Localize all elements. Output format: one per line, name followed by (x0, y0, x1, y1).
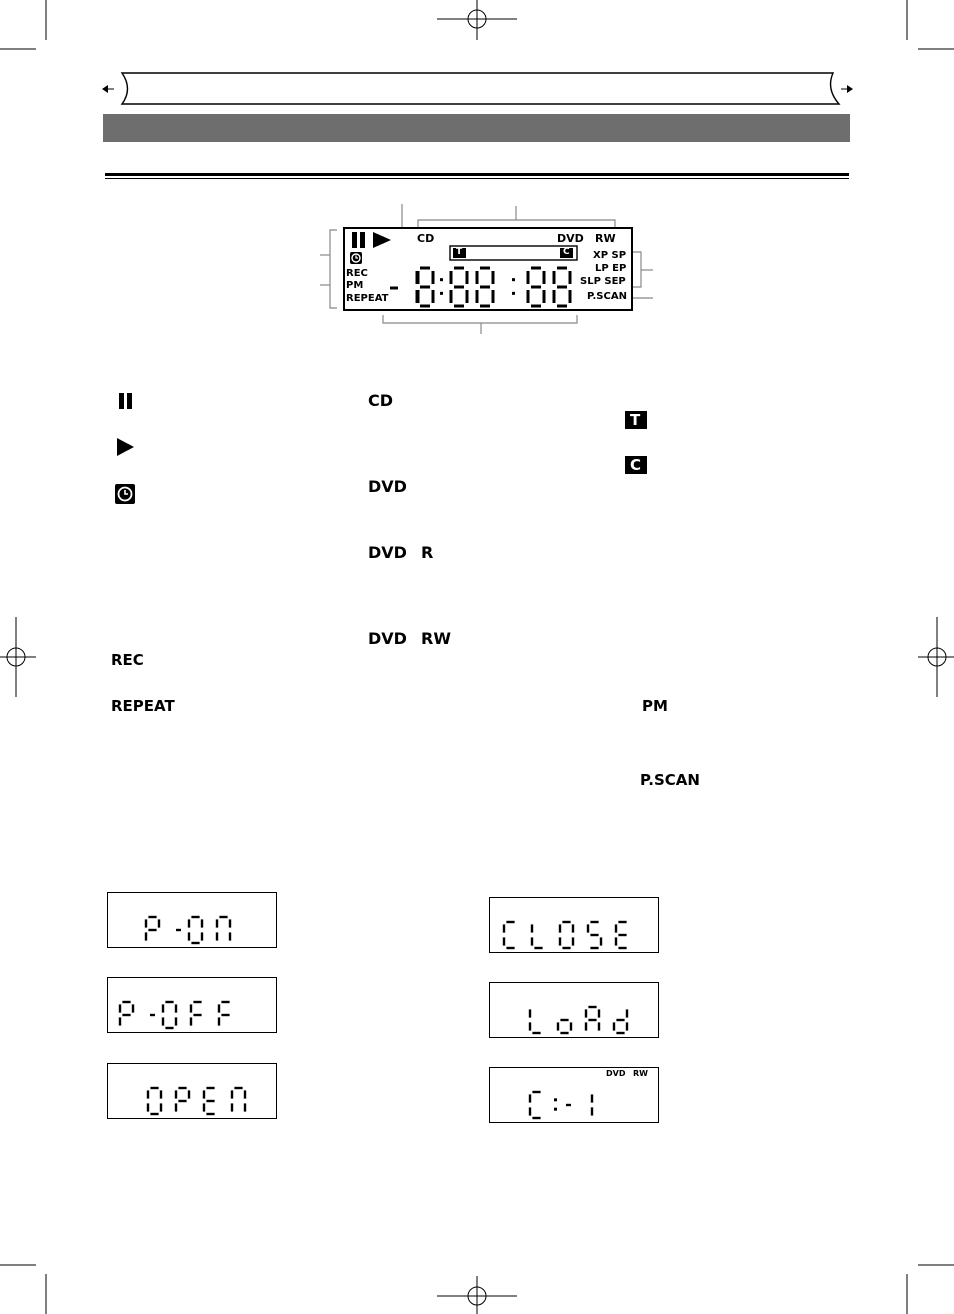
readout-colon (440, 292, 443, 295)
legend-dvd-r-r: R (421, 543, 434, 562)
segment-char-F (219, 1002, 230, 1026)
legend-repeat: REPEAT (111, 697, 175, 715)
indicator-rw: RW (595, 232, 616, 245)
segment-char-N (232, 1088, 245, 1112)
legend-dvd-r-dvd: DVD (368, 543, 407, 562)
legend-title-mark: T (630, 411, 641, 429)
play-icon (117, 438, 135, 456)
readout-colon (512, 292, 515, 295)
legend-rec: REC (111, 651, 144, 669)
legend-pscan: P.SCAN (640, 771, 700, 789)
readout-colon (512, 278, 515, 281)
segment-char-F (191, 1002, 202, 1026)
message-display-chapter (489, 1067, 659, 1123)
segment-char-P (176, 1088, 189, 1112)
segment-char-C (504, 922, 515, 948)
legend-dvd-rw-dvd: DVD (368, 629, 407, 648)
segment-char-d (614, 1009, 627, 1033)
legend-dvd: DVD (368, 477, 407, 496)
indicator-repeat: REPEAT (346, 293, 389, 304)
message-display-close (489, 897, 659, 953)
display-tag-rw: RW (633, 1069, 648, 1078)
pause-icon (119, 393, 133, 409)
message-display-p-off (107, 977, 277, 1033)
segment-char-o (558, 1020, 571, 1033)
front-panel-display-diagram (310, 200, 660, 340)
segment-colon (554, 1108, 557, 1111)
indicator-cd: CD (417, 232, 435, 245)
indicator-chapter-mark: C (563, 247, 570, 257)
segment-char-O (163, 1002, 176, 1028)
message-display-open (107, 1063, 277, 1119)
legend-pm: PM (642, 697, 668, 715)
segment-char-A (586, 1007, 599, 1031)
segment-colon (554, 1098, 557, 1101)
message-display-load (489, 982, 659, 1038)
segment-char-O (148, 1088, 161, 1114)
legend-chapter-mark: C (630, 456, 642, 474)
segment-char-O (189, 917, 202, 943)
segment-char-S (588, 922, 601, 948)
message-display-p-on (107, 892, 277, 948)
timer-icon (115, 484, 135, 504)
indicator-pscan: P.SCAN (587, 291, 627, 302)
segment-char-O (560, 922, 573, 948)
segment-char-E (616, 922, 627, 948)
display-tag-dvd: DVD (606, 1069, 626, 1078)
segment-char-L (530, 1009, 541, 1033)
segment-char-N (217, 917, 230, 941)
legend-cd: CD (368, 391, 394, 410)
section-bar (103, 114, 850, 142)
indicator-dvd: DVD (557, 232, 584, 245)
legend-dvd-rw-rw: RW (421, 629, 451, 648)
indicator-title-mark: T (456, 247, 463, 257)
indicator-speed-row1: XP SP (593, 250, 627, 261)
segment-char-P (146, 917, 159, 941)
indicator-rec: REC (346, 268, 368, 279)
readout-colon (440, 278, 443, 281)
section-rule-thin (105, 178, 849, 179)
section-rule (105, 173, 849, 176)
header-banner (100, 70, 855, 110)
indicator-pm: PM (346, 280, 364, 291)
segment-char-E (204, 1088, 215, 1114)
segment-char-L (532, 924, 543, 948)
indicator-speed-row3: SLP SEP (580, 276, 626, 287)
segment-char-C (530, 1092, 541, 1118)
segment-char-P (120, 1002, 133, 1026)
indicator-speed-row2: LP EP (595, 263, 627, 274)
